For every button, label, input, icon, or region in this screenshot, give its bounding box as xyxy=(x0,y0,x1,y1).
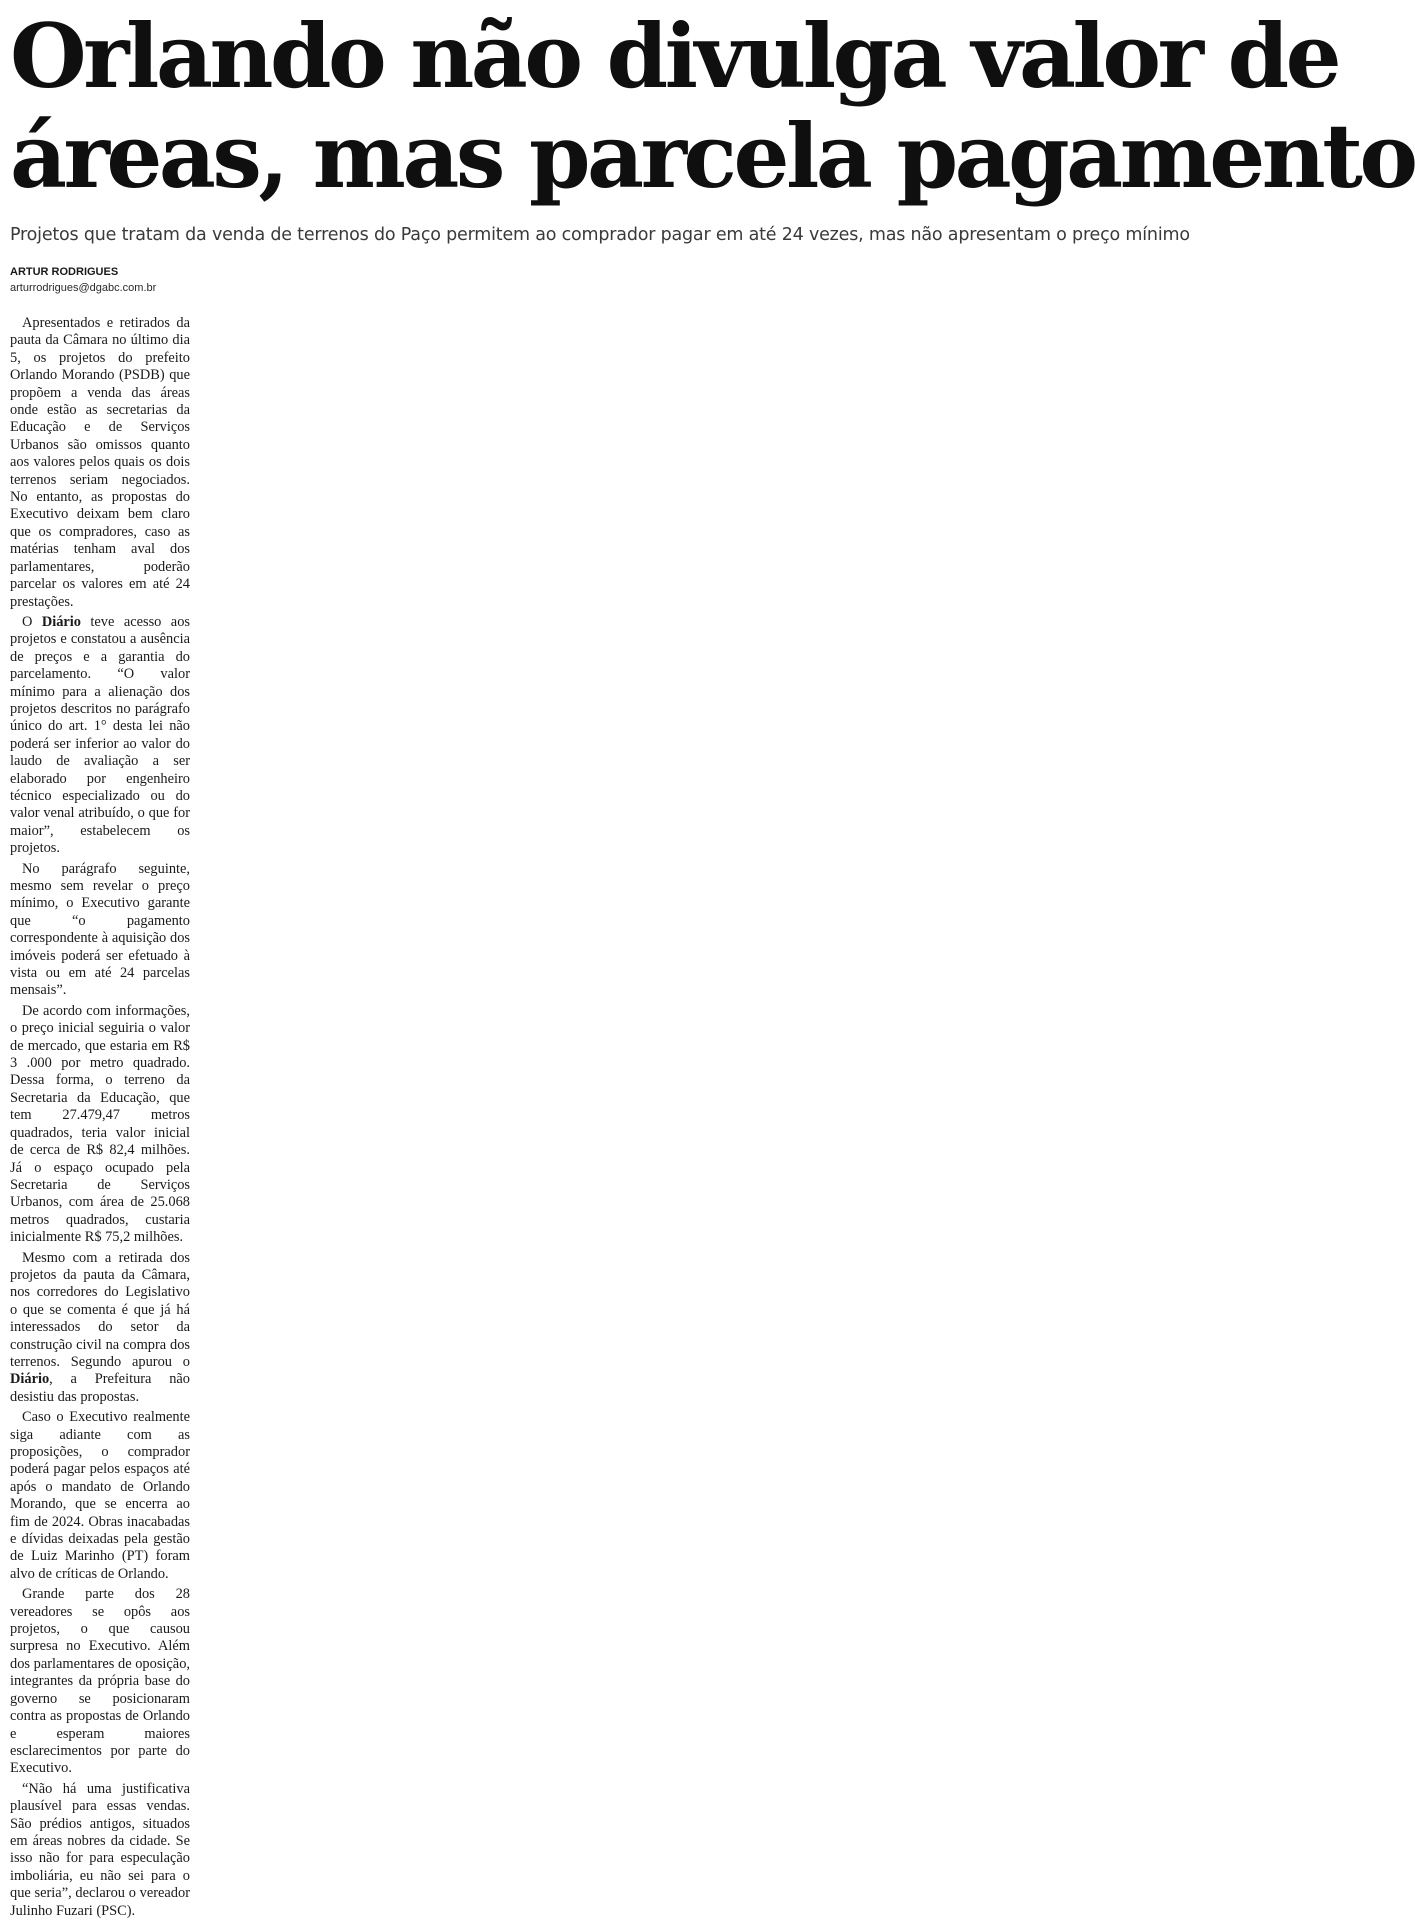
newspaper-name: Diário xyxy=(10,1371,50,1388)
paragraph-8: “Não há uma justificativa plausível para essas vendas. São prédios antigos, situados em áreas nobres da cidade. Se isso não for para especulação imboliária, eu não sei para o que seria”, declarou o vereador Julinho Fuzari (PSC). xyxy=(10,1780,190,1919)
headline xyxy=(10,4,1415,208)
paragraph-3: No parágrafo seguinte, mesmo sem revelar o preço mínimo, o Executivo garante que “o pagamento correspondente à aquisição dos imóveis poderá ser efetuado à vista ou em até 24 parcelas mensais”. xyxy=(10,860,190,999)
paragraph-7: Grande parte dos 28 vereadores se opôs aos projetos, o que causou surpresa no Executivo. Além dos parlamentares de oposição, integrantes da própria base do governo se posicionaram contra as propostas de Orlando e esperam maiores esclarecimentos por parte do Executivo. xyxy=(10,1586,190,1777)
author-email: arturrodrigues@dgabc.com.br xyxy=(10,282,157,294)
paragraph-2: O Diário teve acesso aos projetos e constatou a ausência de preços e a garantia do parcelamento. “O valor mínimo para a alienação dos projetos descritos no parágrafo único do art. 1° desta lei não poderá ser inferior ao valor do laudo de avaliação a ser elaborado por engenheiro técnico especializado ou do valor venal atribuído, o que for maior”, estabelecem os projetos. xyxy=(10,613,190,857)
newspaper-name: Diário xyxy=(41,613,81,630)
paragraph-5: Mesmo com a retirada dos projetos da pauta da Câmara, nos corredores do Legislativo o que se comenta é que já há interessados do setor da construção civil na compra dos terrenos. Segundo apurou o Diário, a Prefeitura não desistiu das propostas. xyxy=(10,1249,190,1405)
author-name: ARTUR RODRIGUES xyxy=(10,266,119,278)
paragraph-4: De acordo com informações, o preço inicial seguiria o valor de mercado, que estaria em R$ 3 .000 por metro quadrado. Dessa forma, o terreno da Secretaria da Educação, que tem 27.479,47 metros quadrados, teria valor inicial de cerca de R$ 82,4 milhões. Já o espaço ocupado pela Secretaria de Serviços Urbanos, com área de 25.068 metros quadrados, custaria inicialmente R$ 75,2 milhões. xyxy=(10,1002,190,1246)
headline-line-1: Orlando não divulga valor de xyxy=(10,4,1339,108)
headline-line-2: áreas, mas parcela pagamento xyxy=(10,104,1415,208)
byline xyxy=(10,264,156,296)
paragraph-1: Apresentados e retirados da pauta da Câmara no último dia 5, os projetos do prefeito Orlando Morando (PSDB) que propõem a venda das áreas onde estão as secretarias da Educação e de Serviços Urbanos são omissos quanto aos valores pelos quais os dois terrenos seriam negociados. No entanto, as propostas do Executivo deixam bem claro que os compradores, caso as matérias tenham aval dos parlamentares, poderão parcelar os valores em até 24 prestações. xyxy=(10,315,190,610)
article-body xyxy=(10,315,190,1923)
subtitle: Projetos que tratam da venda de terrenos do Paço permitem ao comprador pagar em até 24 vezes, mas não apresentam o preço mínimo xyxy=(10,225,1190,245)
paragraph-6: Caso o Executivo realmente siga adiante com as proposições, o comprador poderá pagar pelos espaços até após o mandato de Orlando Morando, que se encerra ao fim de 2024. Obras inacabadas e dívidas deixadas pela gestão de Luiz Marinho (PT) foram alvo de críticas de Orlando. xyxy=(10,1409,190,1582)
